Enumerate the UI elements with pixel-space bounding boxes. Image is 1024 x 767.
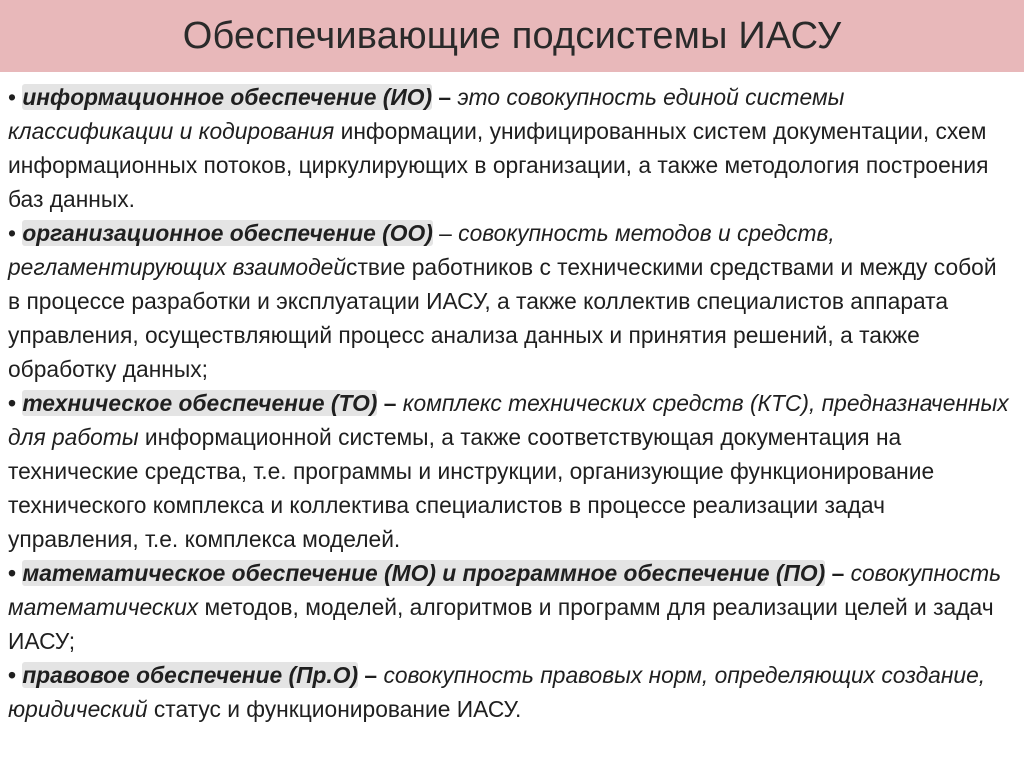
slide-title: Обеспечивающие подсистемы ИАСУ	[182, 14, 842, 57]
term-organizational-support: организационное обеспечение (ОО)	[22, 220, 433, 246]
title-bar	[0, 0, 1024, 72]
dash: –	[377, 390, 397, 416]
bullet: •	[8, 662, 16, 688]
definition-plain: статус и функционирование ИАСУ.	[147, 696, 522, 722]
list-item-legal-support	[8, 658, 1014, 726]
list-item-technical-support	[8, 386, 1014, 556]
definition-italic: совокупность правовых норм, определяющих создание, юридический	[8, 662, 986, 722]
definition-italic: совокупность математических	[8, 560, 1002, 620]
list-item-information-support	[8, 80, 1014, 216]
list-item-math-software-support	[8, 556, 1014, 658]
definition-plain: информации, унифицированных систем документации, схем информационных потоков, циркулирующих в организации, а также методология построения баз данных.	[8, 118, 989, 212]
term-math-software-support: математическое обеспечение (МО) и программное обеспечение (ПО)	[22, 560, 826, 586]
bullet: •	[8, 560, 16, 586]
term-information-support: информационное обеспечение (ИО)	[22, 84, 433, 110]
term-legal-support: правовое обеспечение (Пр.О)	[22, 662, 359, 688]
bullet: •	[8, 84, 16, 110]
dash: –	[358, 662, 378, 688]
definition-plain: ствие работников с техническими средствами и между собой в процессе разработки и эксплуатации ИАСУ, а также коллектив специалистов аппарата управления, осуществляющий процесс анализа данных и принятия решений, а также обработку данных;	[8, 254, 997, 382]
definition-italic: совокупность методов и средств, регламентирующих взаимодей	[8, 220, 835, 280]
term-technical-support: техническое обеспечение (ТО)	[22, 390, 378, 416]
definition-plain: методов, моделей, алгоритмов и программ для реализации целей и задач ИАСУ;	[8, 594, 994, 654]
definition-plain: информационной системы, а также соответствующая документация на технические средства, т.е. программы и инструкции, организующие функционирование технического комплекса и коллектива специалистов в процессе реализации задач управления, т.е. комплекса моделей.	[8, 424, 935, 552]
list-item-organizational-support	[8, 216, 1014, 386]
bullet: •	[8, 220, 16, 246]
definition-italic: это совокупность единой системы классификации и кодирования	[8, 84, 845, 144]
dash: –	[432, 84, 452, 110]
slide-content	[8, 80, 1014, 726]
dash: –	[825, 560, 845, 586]
definition-italic: комплекс технических средств (КТС), предназначенных для работы	[8, 390, 1009, 450]
bullet: •	[8, 390, 16, 416]
dash: –	[432, 220, 452, 246]
